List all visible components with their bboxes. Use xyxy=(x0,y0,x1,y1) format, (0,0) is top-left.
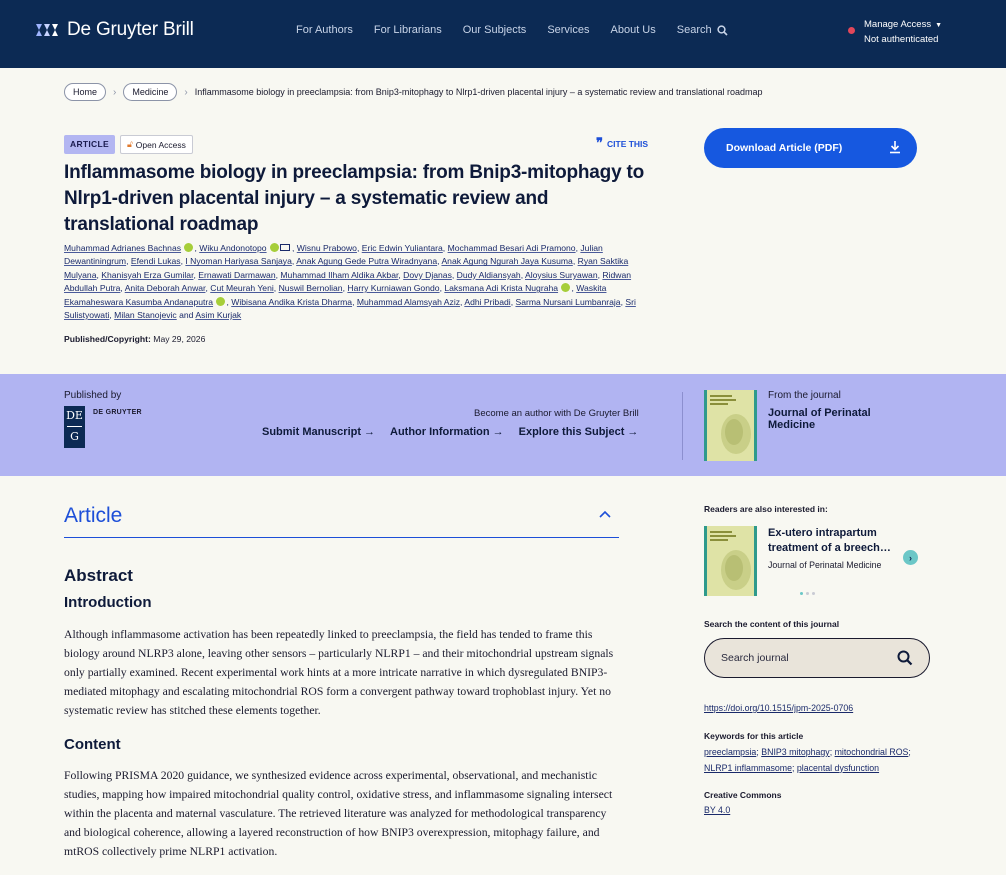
carousel-dot[interactable] xyxy=(806,592,809,595)
keywords-list: preeclampsia; BNIP3 mitophagy; mitochondrial ROS; NLRP1 inflammasome; placental dysfunction xyxy=(704,747,911,773)
publisher-logo xyxy=(64,406,85,448)
status-dot-icon xyxy=(848,27,855,34)
introduction-text: Although inflammasome activation has been repeatedly linked to preeclampsia, the field has tended to frame this biology around NLRP3 alone, leaving other sensors – particularly NLRP1 – and their mitochondrial upstream signals only partially examined. Recent experimental work hints at a more intricate narrative in which dysregulated BNIP3-mediated mitophagy and escalating mitochondrial ROS form a convergent pathway toward trophoblast injury. Yet no systematic review has stitched these elements together. xyxy=(64,628,614,717)
arrow-right-icon: → xyxy=(492,426,504,438)
article-title: Inflammasome biology in preeclampsia: from Bnip3-mitophagy to Nlrp1-driven placental injury – a systematic review and translational roadmap xyxy=(64,162,645,235)
main-nav xyxy=(296,24,728,36)
carousel-dot[interactable] xyxy=(800,592,803,595)
author-link[interactable]: Muhammad Alamsyah Aziz xyxy=(356,296,461,307)
nav-for-authors[interactable]: For Authors xyxy=(296,24,353,36)
cite-this-button[interactable] xyxy=(596,136,649,151)
journal-cover-image[interactable] xyxy=(704,390,757,461)
explore-subject-link[interactable] xyxy=(519,426,639,438)
manage-access-label: Manage Access xyxy=(864,19,932,30)
publication-date xyxy=(64,334,205,344)
arrow-right-icon: → xyxy=(627,426,639,438)
keyword-link[interactable]: placental dysfunction xyxy=(796,762,880,773)
author-links xyxy=(262,426,638,438)
abstract-heading: Abstract xyxy=(64,566,133,585)
recommended-journal: Journal of Perinatal Medicine xyxy=(768,560,882,570)
nav-search[interactable] xyxy=(677,24,728,36)
author-link[interactable]: Ridwan Abdullah Putra xyxy=(64,269,632,294)
explore-subject-label: Explore this Subject xyxy=(518,426,625,438)
caret-down-icon: ▼ xyxy=(935,22,943,29)
journal-search-label: Search the content of this journal xyxy=(704,619,840,629)
author-link[interactable]: Nuswil Bernolian xyxy=(278,283,343,294)
recommended-article-title[interactable]: Ex-utero intrapartum treatment of a breech… xyxy=(768,527,891,554)
keyword-link[interactable]: NLRP1 inflammasome xyxy=(704,762,792,773)
content-text: Following PRISMA 2020 guidance, we synthesized evidence across experimental, observational, and mechanistic studies, mapping how impaired mitochondrial quality control, oxidative stress, and inflammasome signaling intersect within the placenta and maternal vasculature. The retrieved literature was analyzed for methodological transparency and biological coherence, allowing a layered reconstruction of how BNIP3 overexpression, mitophagy failure, and mtROS collectively prime NLRP1 activation. xyxy=(64,769,613,858)
author-link[interactable]: Julian Dewantiningrum xyxy=(64,243,603,267)
author-link[interactable]: Waskita Ekamaheswara Kasumba Andanaputra xyxy=(64,283,607,307)
published-by-label: Published by xyxy=(64,390,122,401)
author-link[interactable]: Khanisyah Erza Gumilar xyxy=(101,269,194,280)
content-heading: Content xyxy=(64,736,121,753)
from-journal-label: From the journal xyxy=(768,390,841,401)
chevron-right-icon: › xyxy=(113,86,117,98)
band-divider xyxy=(682,392,683,460)
arrow-right-icon: → xyxy=(364,426,376,438)
download-pdf-button[interactable] xyxy=(704,128,917,168)
breadcrumb-home[interactable]: Home xyxy=(64,83,106,101)
orcid-icon[interactable] xyxy=(561,283,570,292)
search-icon xyxy=(717,25,728,36)
author-link[interactable]: Anak Agung Gede Putra Wiradnyana xyxy=(296,256,438,267)
author-information-link[interactable] xyxy=(390,426,504,438)
breadcrumb xyxy=(64,83,763,101)
author-link[interactable]: Cut Meurah Yeni xyxy=(210,283,274,294)
author-link[interactable]: Mochammad Besari Adi Pramono xyxy=(447,243,576,253)
author-link[interactable]: Dovy Djanas xyxy=(403,269,452,280)
article-section-title: Article xyxy=(64,504,123,527)
author-link[interactable]: Anak Agung Ngurah Jaya Kusuma xyxy=(441,256,573,267)
submit-manuscript-link[interactable] xyxy=(262,426,375,438)
chevron-right-icon: › xyxy=(184,86,188,98)
brand-mark-icon xyxy=(36,21,60,39)
author-link[interactable]: Eric Edwin Yuliantara xyxy=(361,243,443,253)
search-icon[interactable] xyxy=(897,650,913,666)
nav-services[interactable]: Services xyxy=(547,24,590,36)
nav-about-us[interactable]: About Us xyxy=(610,24,656,36)
nav-our-subjects[interactable]: Our Subjects xyxy=(462,24,527,36)
publisher-logo-top: DE xyxy=(66,409,83,422)
download-pdf-label: Download Article (PDF) xyxy=(726,142,843,154)
keyword-link[interactable]: BNIP3 mitophagy xyxy=(761,747,830,757)
author-link[interactable]: Anita Deborah Anwar xyxy=(124,283,206,294)
chevron-right-icon: › xyxy=(909,552,912,563)
license-link[interactable]: BY 4.0 xyxy=(704,805,731,815)
author-link[interactable]: Muhammad Adrianes Bachnas xyxy=(64,243,182,253)
submit-manuscript-label: Submit Manuscript xyxy=(262,426,362,438)
quote-icon: ❞ xyxy=(596,136,603,151)
creative-commons-label: Creative Commons xyxy=(704,790,782,800)
open-access-badge xyxy=(120,135,193,154)
orcid-icon[interactable] xyxy=(216,297,225,306)
author-list: Muhammad Adrianes Bachnas , Wiku Andonotopo , Wisnu Prabowo, Eric Edwin Yuliantara, Mochammad Besari Adi Pramono, Julian Dewantiningrum, Efendi Lukas, I Nyoman Hariyasa Sanjaya, Anak Agung Gede Putra Wiradnyana, Anak Agung Ngurah Jaya Kusuma, Ryan Saktika Mulyana, Khanisyah Erza Gumilar, Ernawati Darmawan, Muhammad Ilham Aldika Akbar, Dovy Djanas, Dudy Aldiansyah, Aloysius Suryawan, Ridwan Abdullah Putra, Anita Deborah Anwar, Cut Meurah Yeni, Nuswil Bernolian, Harry Kurniawan Gondo, Laksmana Adi Krista Nugraha , Waskita Ekamaheswara Kasumba Andanaputra , Wibisana Andika Krista Dharma, Muhammad Alamsyah Aziz, Adhi Pribadi, Sarma Nursani Lumbanraja, Sri Sulistyowati, Milan Stanojevic and Asim Kurjak xyxy=(64,243,636,321)
carousel-dots xyxy=(800,592,815,595)
article-section-header[interactable] xyxy=(64,504,619,538)
orcid-icon[interactable] xyxy=(184,243,193,252)
nav-search-label: Search xyxy=(676,24,712,36)
journal-search-input[interactable] xyxy=(704,638,930,678)
orcid-icon[interactable] xyxy=(270,243,279,252)
author-link[interactable]: Wisnu Prabowo xyxy=(296,243,357,253)
auth-status: Not authenticated xyxy=(864,34,939,45)
publisher-logo-bottom: G xyxy=(70,430,79,443)
article-type-badge: ARTICLE xyxy=(64,135,115,154)
carousel-next-button[interactable] xyxy=(903,550,918,565)
journal-name-link[interactable]: Journal of Perinatal Medicine xyxy=(768,407,871,431)
brand-logo[interactable] xyxy=(36,19,194,41)
brand-name: De Gruyter Brill xyxy=(67,19,194,40)
site-header xyxy=(0,0,1006,68)
open-lock-icon: 🔓︎ xyxy=(126,139,133,149)
keyword-link[interactable]: mitochondrial ROS xyxy=(834,747,909,757)
journal-search-placeholder: Search journal xyxy=(721,652,789,664)
manage-access[interactable] xyxy=(848,18,942,47)
breadcrumb-medicine[interactable]: Medicine xyxy=(123,83,177,101)
email-icon[interactable] xyxy=(280,244,290,251)
readers-interested-label: Readers are also interested in: xyxy=(704,504,828,514)
recommended-cover-image[interactable] xyxy=(704,526,757,596)
author-link[interactable]: Ernawati Darmawan xyxy=(198,269,276,280)
download-icon xyxy=(889,140,901,154)
keywords-label: Keywords for this article xyxy=(704,731,804,741)
chevron-up-icon[interactable] xyxy=(599,510,611,518)
author-link[interactable]: Adhi Pribadi xyxy=(464,296,511,307)
doi-link[interactable]: https://doi.org/10.1515/jpm-2025-0706 xyxy=(704,703,854,713)
author-link[interactable]: I Nyoman Hariyasa Sanjaya xyxy=(185,256,292,267)
author-link[interactable]: Muhammad Ilham Aldika Akbar xyxy=(280,269,399,280)
article-badges xyxy=(64,135,193,154)
author-link[interactable]: Milan Stanojevic xyxy=(114,310,177,321)
become-author-text: Become an author with De Gruyter Brill xyxy=(474,408,639,419)
author-link[interactable]: Sarma Nursani Lumbanraja xyxy=(515,296,621,307)
author-link[interactable]: Aloysius Suryawan xyxy=(525,269,598,280)
author-link[interactable]: Harry Kurniawan Gondo xyxy=(347,283,440,294)
cite-this-label: CITE THIS xyxy=(607,139,649,149)
author-link[interactable]: Efendi Lukas xyxy=(130,256,181,267)
author-link[interactable]: Dudy Aldiansyah xyxy=(456,269,521,280)
author-link[interactable]: Wiku Andonotopo xyxy=(199,243,267,253)
author-information-label: Author Information xyxy=(390,426,490,438)
carousel-dot[interactable] xyxy=(812,592,815,595)
breadcrumb-current: Inflammasome biology in preeclampsia: from Bnip3-mitophagy to Nlrp1-driven placental injury – a systematic review and translational roadmap xyxy=(194,87,763,97)
author-link[interactable]: Laksmana Adi Krista Nugraha xyxy=(444,283,559,294)
pubdate-label: Published/Copyright: xyxy=(64,334,151,344)
nav-for-librarians[interactable]: For Librarians xyxy=(373,24,442,36)
author-link[interactable]: Ryan Saktika Mulyana xyxy=(64,256,629,280)
author-link[interactable]: Sri Sulistyowati xyxy=(64,296,636,321)
author-link[interactable]: Asim Kurjak xyxy=(195,310,242,321)
author-and-text: and xyxy=(176,310,196,321)
author-link[interactable]: Wibisana Andika Krista Dharma xyxy=(231,296,353,307)
introduction-heading: Introduction xyxy=(64,594,152,611)
publisher-name: DE GRUYTER xyxy=(93,409,142,416)
open-access-label: Open Access xyxy=(135,139,186,150)
pubdate-value: May 29, 2026 xyxy=(153,334,206,344)
keyword-link[interactable]: preeclampsia xyxy=(704,747,757,757)
